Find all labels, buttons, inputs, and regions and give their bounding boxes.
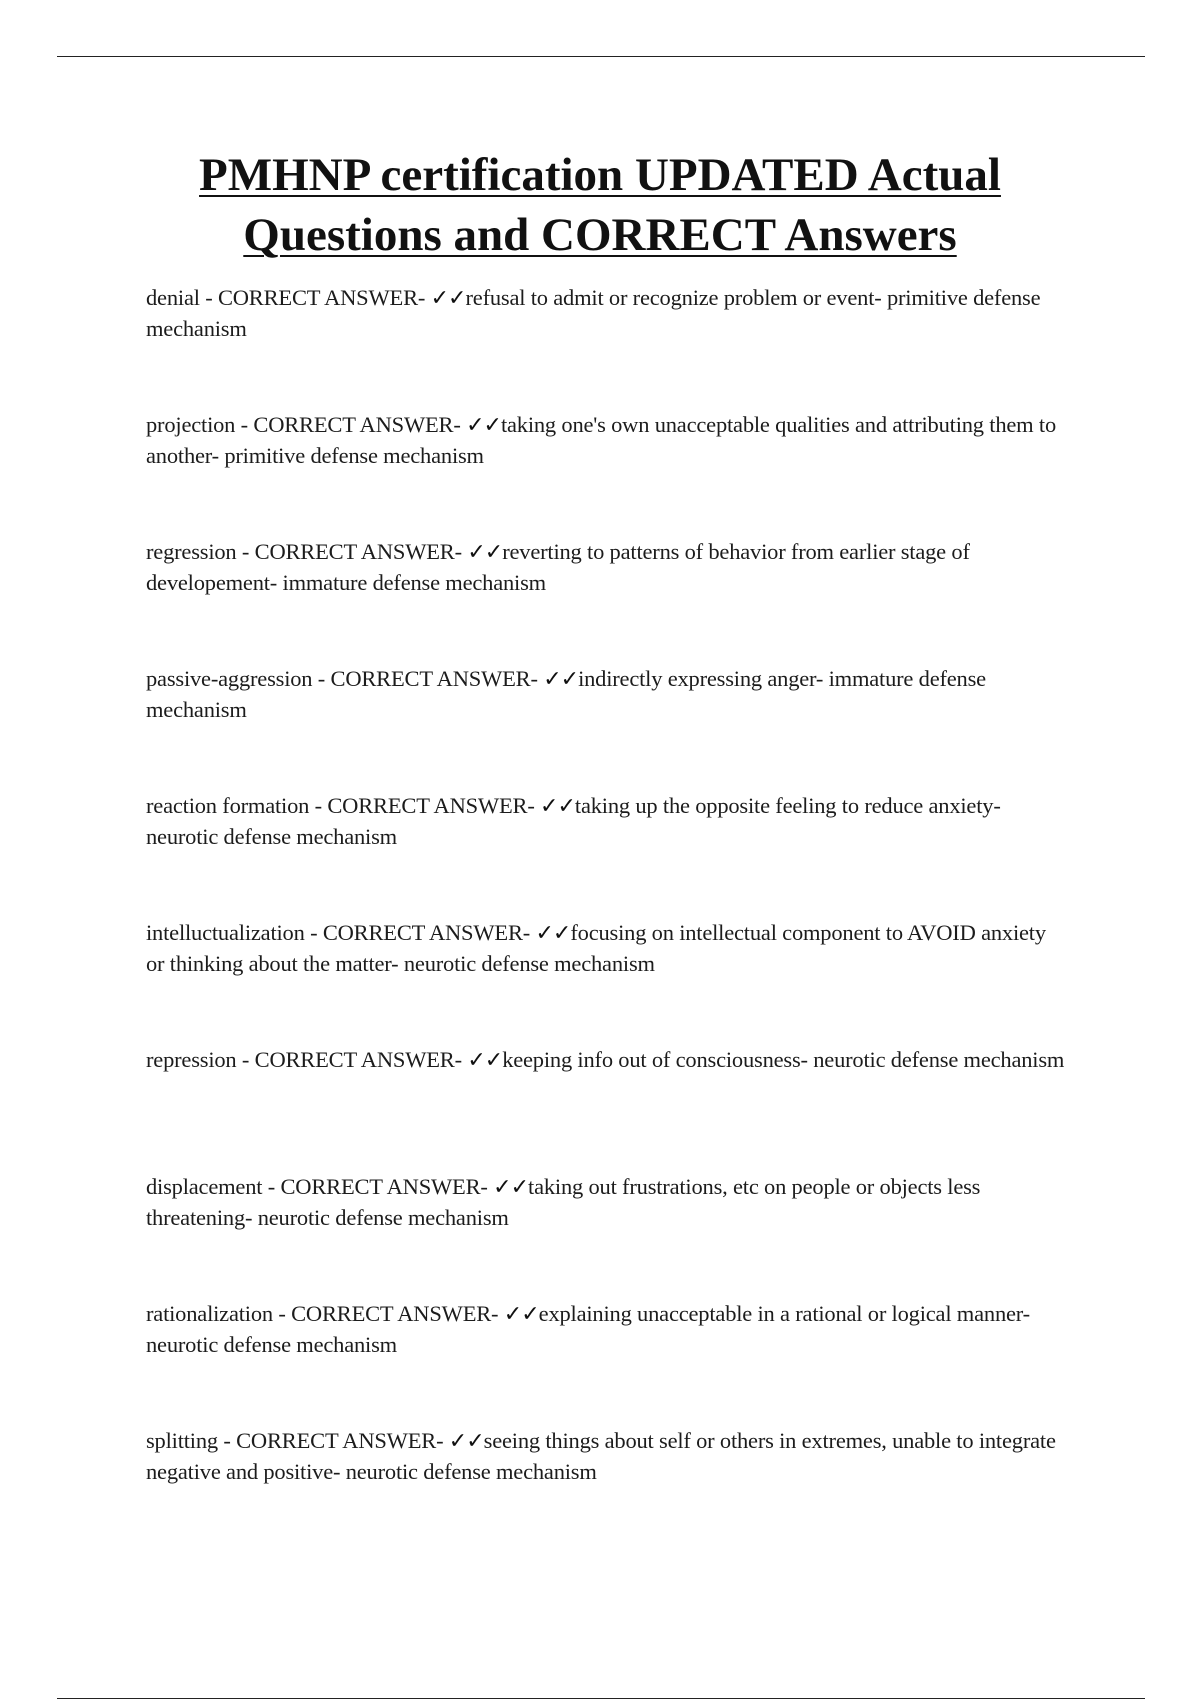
entry-term: rationalization (146, 1301, 273, 1326)
double-check-icon: ✓✓ (466, 413, 501, 438)
qa-entry: displacement - CORRECT ANSWER- ✓✓taking out frustrations, etc on people or objects less threatening- neurotic defense mechanism (146, 1174, 981, 1230)
double-check-icon: ✓✓ (430, 286, 466, 311)
entry-definition: keeping info out of consciousness- neurotic defense mechanism (502, 1047, 1065, 1072)
entry-definition: taking one's own unacceptable qualities and attributing them to another- primitive defense mechanism (146, 412, 1056, 468)
entry-term: splitting (146, 1428, 218, 1453)
entry-term: passive-aggression (146, 666, 313, 691)
entry-definition: focusing on intellectual component to AVOID anxiety or thinking about the matter- neurotic defense mechanism (146, 920, 1046, 976)
entry-term: projection (146, 412, 236, 437)
entry-term: repression (146, 1047, 237, 1072)
qa-entry: passive-aggression - CORRECT ANSWER- ✓✓indirectly expressing anger- immature defense mechanism (146, 666, 986, 722)
answer-prefix: CORRECT ANSWER- (217, 285, 431, 310)
answer-prefix: CORRECT ANSWER- (236, 1428, 449, 1453)
double-check-icon: ✓✓ (503, 1302, 539, 1327)
answer-prefix: CORRECT ANSWER- (254, 1047, 468, 1072)
entry-definition: indirectly expressing anger- immature defense mechanism (146, 666, 986, 722)
qa-entry: splitting - CORRECT ANSWER- ✓✓seeing things about self or others in extremes, unable to integrate negative and positive- neurotic defense mechanism (146, 1428, 1056, 1484)
qa-entry: rationalization - CORRECT ANSWER- ✓✓explaining unacceptable in a rational or logical manner- neurotic defense mechanism (146, 1301, 1030, 1357)
double-check-icon: ✓✓ (467, 1048, 503, 1073)
double-check-icon: ✓✓ (535, 921, 571, 946)
entry-definition: taking out frustrations, etc on people or objects less threatening- neurotic defense mechanism (146, 1174, 981, 1230)
entry-term: denial (146, 285, 200, 310)
entry-definition: explaining unacceptable in a rational or logical manner- neurotic defense mechanism (146, 1301, 1030, 1357)
top-rule (57, 56, 1145, 57)
qa-entry: reaction formation - CORRECT ANSWER- ✓✓taking up the opposite feeling to reduce anxiety- neurotic defense mechanism (146, 793, 1001, 849)
answer-prefix: CORRECT ANSWER- (327, 793, 541, 818)
answer-prefix: CORRECT ANSWER- (253, 412, 467, 437)
entry-definition: taking up the opposite feeling to reduce anxiety- neurotic defense mechanism (146, 793, 1001, 849)
qa-entry: regression - CORRECT ANSWER- ✓✓reverting to patterns of behavior from earlier stage of developement- immature defense mechanism (146, 539, 970, 595)
document-title (100, 145, 1100, 265)
double-check-icon: ✓✓ (467, 540, 503, 565)
qa-entry: denial - CORRECT ANSWER- ✓✓refusal to admit or recognize problem or event- primitive defense mechanism (146, 285, 1041, 341)
double-check-icon: ✓✓ (540, 794, 575, 819)
qa-list (146, 283, 1066, 1553)
answer-prefix: CORRECT ANSWER- (291, 1301, 504, 1326)
qa-entry: projection - CORRECT ANSWER- ✓✓taking one's own unacceptable qualities and attributing them to another- primitive defense mechanism (146, 412, 1056, 468)
entry-term: reaction formation (146, 793, 310, 818)
entry-definition: seeing things about self or others in extremes, unable to integrate negative and positive- neurotic defense mechanism (146, 1428, 1056, 1484)
answer-prefix: CORRECT ANSWER- (280, 1174, 494, 1199)
entry-term: displacement (146, 1174, 263, 1199)
title-line-2: Questions and CORRECT Answers (243, 209, 957, 261)
entry-definition: reverting to patterns of behavior from earlier stage of developement- immature defense mechanism (146, 539, 970, 595)
qa-entry: intelluctualization - CORRECT ANSWER- ✓✓focusing on intellectual component to AVOID anxiety or thinking about the matter- neurotic defense mechanism (146, 920, 1046, 976)
bottom-rule (57, 1698, 1145, 1699)
entry-definition: refusal to admit or recognize problem or event- primitive defense mechanism (146, 285, 1041, 341)
qa-entry: repression - CORRECT ANSWER- ✓✓keeping info out of consciousness- neurotic defense mechanism (146, 1047, 1065, 1073)
answer-prefix: CORRECT ANSWER- (330, 666, 544, 691)
title-line-1: PMHNP certification UPDATED Actual (199, 149, 1001, 201)
double-check-icon: ✓✓ (543, 667, 579, 692)
double-check-icon: ✓✓ (493, 1175, 529, 1200)
entry-term: regression (146, 539, 237, 564)
answer-prefix: CORRECT ANSWER- (322, 920, 536, 945)
entry-term: intelluctualization (146, 920, 305, 945)
double-check-icon: ✓✓ (448, 1429, 484, 1454)
answer-prefix: CORRECT ANSWER- (254, 539, 468, 564)
